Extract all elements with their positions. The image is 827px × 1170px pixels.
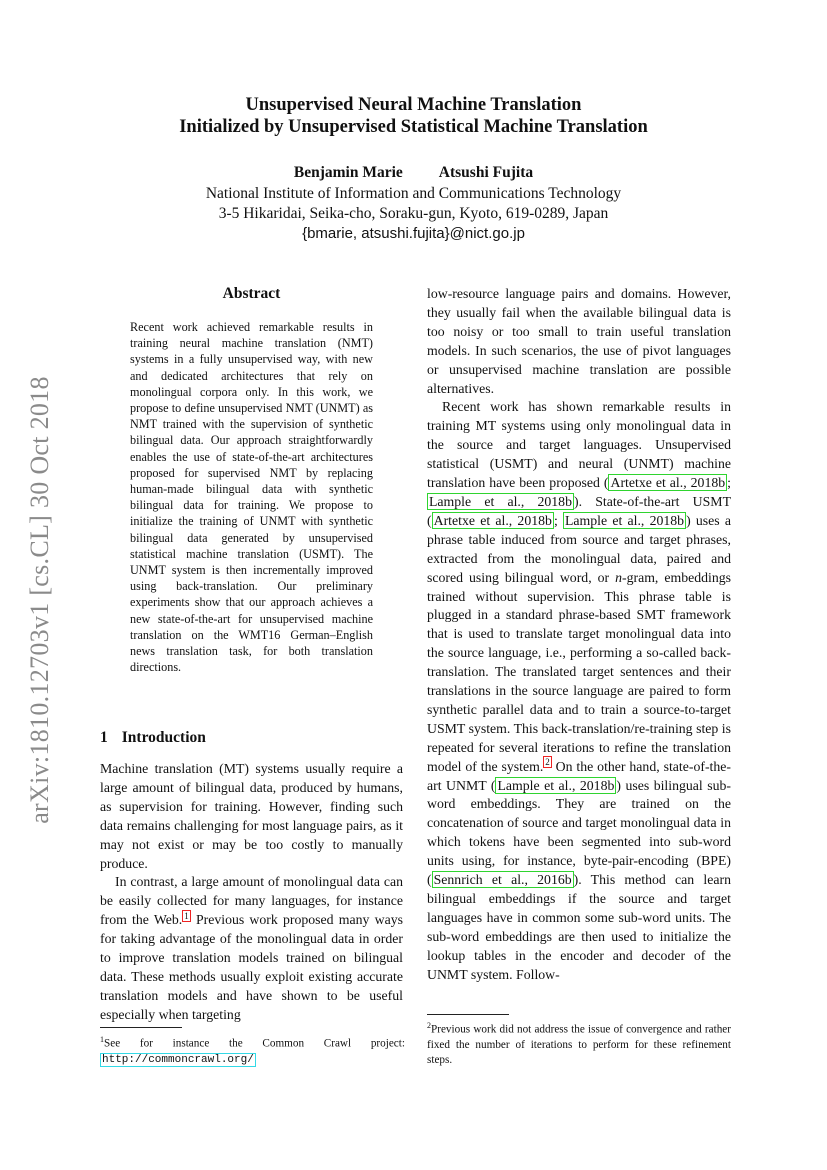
section-heading	[100, 729, 206, 747]
abstract-text: Recent work achieved remarkable results in training neural machine translation (NMT) systems in a fully unsupervised way, with new and dedicated architectures that rely on monolingual corpora only. In this work, we propose to define unsupervised NMT (UNMT) as NMT trained with the supervision of synthetic bilingual data. Our approach straightforwardly enables the use of state-of-the-art architectures proposed for supervised NMT by replacing human-made bilingual data with synthetic bilingual data for training. We propose to initialize the training of UNMT with synthetic bilingual data generated by unsupervised statistical machine translation (USMT). The UNMT system is then incrementally improved using back-translation. Our preliminary experiments show that our approach achieves a new state-of-the-art for unsupervised machine translation on the WMT16 German–English news translation task, for both translation directions.	[130, 320, 373, 675]
citation-lample-2018b[interactable]: Lample et al., 2018b	[497, 777, 615, 793]
paper-title	[0, 94, 827, 138]
author-1: Benjamin Marie	[293, 164, 403, 181]
footnote-2-link[interactable]: 2	[545, 757, 550, 768]
section-title: Introduction	[121, 729, 206, 746]
section-number: 1	[100, 729, 108, 746]
right-column-body	[427, 285, 731, 985]
affiliation	[0, 184, 827, 244]
footnote-1-link[interactable]: 1	[184, 910, 189, 921]
arxiv-sidebar-stamp	[20, 365, 60, 835]
email: {bmarie, atsushi.fujita}@nict.go.jp	[302, 225, 525, 242]
citation-artetxe-2018b[interactable]: Artetxe et al., 2018b	[610, 475, 726, 491]
citation-artetxe-2018b[interactable]: Artetxe et al., 2018b	[433, 512, 552, 528]
citation-lample-2018b[interactable]: Lample et al., 2018b	[564, 512, 685, 528]
abstract-heading: Abstract	[222, 285, 281, 302]
commoncrawl-link[interactable]: http://commoncrawl.org/	[102, 1053, 254, 1066]
citation-lample-2018b[interactable]: Lample et al., 2018b	[429, 493, 572, 509]
footnote-rule-right	[427, 1014, 509, 1015]
title-line-1: Unsupervised Neural Machine Translation	[245, 95, 582, 115]
intro-paragraph-1: Machine translation (MT) systems usually require a large amount of bilingual data, produced by humans, as supervision for training. However, finding such data remains challenging for most language pairs, as it may not exist or may be too costly to manually produce.	[100, 761, 403, 871]
institute: National Institute of Information and Communications Technology	[205, 185, 622, 202]
footnote-2: $^2$Previous work did not address the issue of convergence and rather fixed the number of iterations to perform for these refinement steps.	[427, 1021, 731, 1066]
address: 3-5 Hikaridai, Seika-cho, Soraku-gun, Kyoto, 619-0289, Japan	[218, 205, 609, 222]
footnote-1: $^1$See for instance the Common Crawl project: http://commoncrawl.org/	[100, 1035, 405, 1066]
author-2: Atsushi Fujita	[438, 164, 534, 181]
footnote-rule-left	[100, 1027, 182, 1028]
left-column-body	[100, 760, 403, 1025]
right-paragraph-2: Recent work has shown remarkable results in training MT systems using only monolingual data in the source and target languages. Unsupervised statistical (USMT) and neural (UNMT) machine translation have been proposed ( Artetxe et al., 2018b ; Lample et al., 2018b ). State-of-the-art USMT ( Artetxe et al., 2018b ; Lample et al., 2018b ) uses a phrase table induced from source and target phrases, extracted from the monolingual data, paired and scored using bilingual word, or n-gram, embeddings trained without supervision. This phrase table is plugged in a standard phrase-based SMT framework that is used to translate target monolingual data into the source language, i.e., performing a so-called back-translation. The translated target sentences and their translations in the source language are paired to form synthetic parallel data and to train a source-to-target USMT system. This back-translation/re-training step is repeated for several iterations to refine the translation model of the system. $^2$ On the other hand, state-of-the-art UNMT ( Lample et al., 2018b ) uses bilingual sub-word embeddings. They are trained on the concatenation of source and target monolingual data in which tokens have been segmented into sub-word units using, for instance, byte-pair-encoding (BPE) ( Sennrich et al., 2016b ). This method can learn bilingual embeddings if the source and target languages have in common some sub-word units. The sub-word embeddings are then used to initialize the lookup tables in the encoder and decoder of the UNMT system. Follow-	[427, 399, 732, 982]
arxiv-id: arXiv:1810.12703v1 [cs.CL] 30 Oct 2018	[25, 376, 54, 824]
author-list	[0, 164, 827, 182]
intro-paragraph-2: In contrast, a large amount of monolingual data can be easily collected for many languages, for instance from the Web. $^1$ Previous work proposed many ways for taking advantage of the monolingual data in order to improve translation models trained on bilingual data. These methods usually exploit existing accurate translation models and have shown to be useful especially when targeting	[100, 874, 403, 1022]
citation-sennrich-2016b[interactable]: Sennrich et al., 2016b	[433, 872, 572, 888]
title-line-2: Initialized by Unsupervised Statistical Machine Translation	[179, 117, 648, 137]
right-paragraph-1: low-resource language pairs and domains. However, they usually fail when the available bilingual data is too noisy or too small to train useful translation models. In such scenarios, the use of pivot languages or unsupervised machine translation are possible alternatives.	[427, 286, 731, 396]
